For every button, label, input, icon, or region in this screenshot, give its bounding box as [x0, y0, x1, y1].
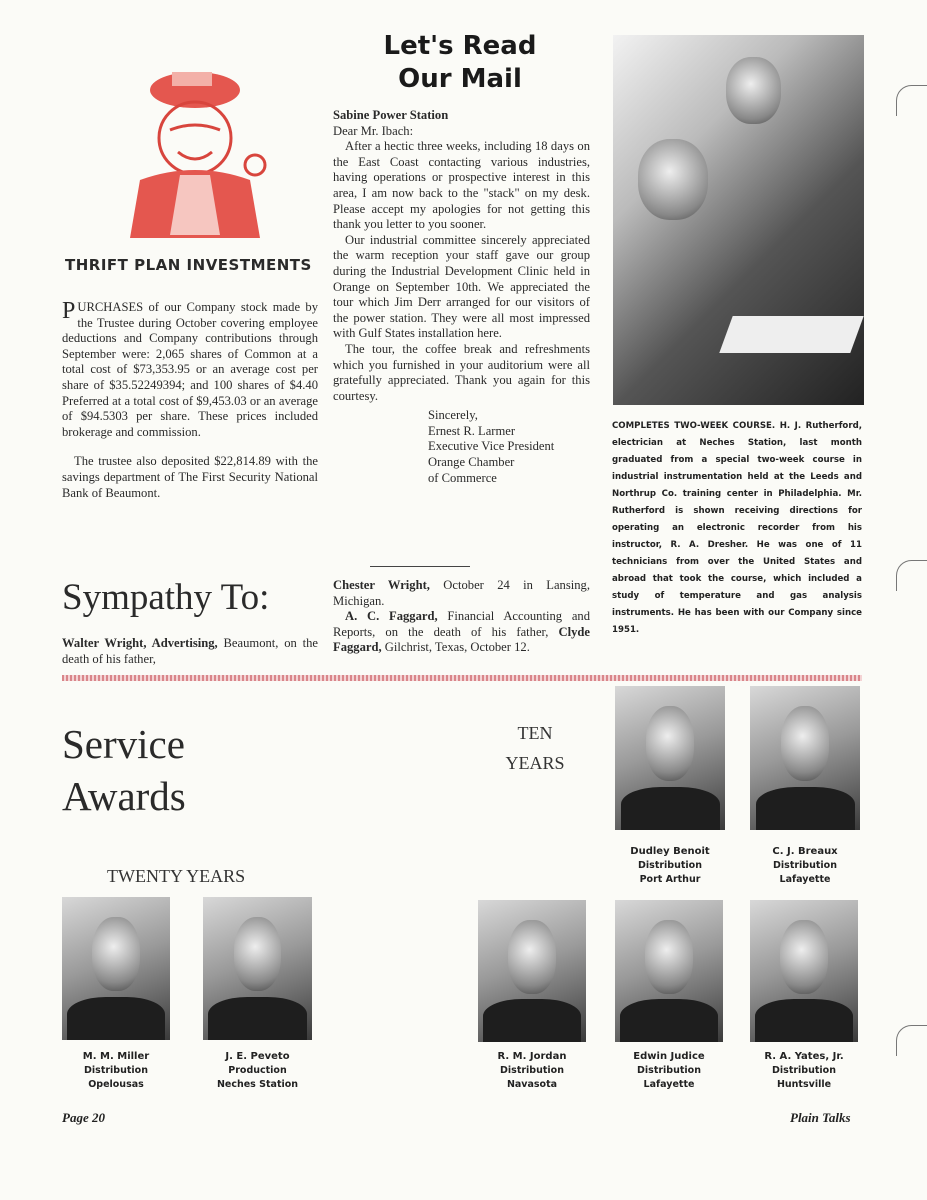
awardee-name: M. M. Miller — [82, 1051, 150, 1062]
awardee-place: Lafayette — [779, 874, 831, 885]
portrait-photo — [615, 900, 723, 1042]
awardee-dept: Distribution — [773, 860, 837, 871]
portrait-photo — [203, 897, 312, 1040]
binder-hole — [896, 85, 927, 116]
person-name: Clyde Faggard, — [333, 624, 590, 655]
sympathy-entry — [62, 636, 318, 667]
section-divider — [62, 675, 862, 681]
letter-paragraph: After a hectic three weeks, including 18 days on the East Coast contacting various industries, having operations or prospective interest in this area, I am now back to the "stack" on my desk. Please accept my apologies for not getting this thank you letter to you sooner. — [333, 139, 590, 232]
mascot-illustration — [120, 60, 270, 238]
awardee-dept: Distribution — [772, 1065, 836, 1076]
awardee-dept: Distribution — [500, 1065, 564, 1076]
salutation: Dear Mr. Ibach: — [333, 123, 414, 138]
awards-heading — [62, 718, 186, 822]
caption-lead: COMPLETES TWO-WEEK COURSE. — [612, 421, 776, 431]
sig-line: Orange Chamber — [428, 455, 515, 470]
person-name: A. C. Faggard, — [345, 609, 438, 624]
awardee-dept: Distribution — [637, 1065, 701, 1076]
awardee-name: J. E. Peveto — [225, 1051, 290, 1062]
portrait-photo — [750, 900, 858, 1042]
sympathy-heading: Sympathy To: — [62, 577, 270, 618]
title-line: Our Mail — [398, 64, 522, 94]
awardee-caption — [740, 1050, 868, 1092]
entry-text: October 24 in Lansing, Michigan. — [333, 578, 590, 608]
awardee-caption — [605, 845, 735, 887]
thrift-paragraph: The trustee also deposited $22,814.89 with the savings department of The First Security National Bank of Beaumont. — [62, 454, 318, 500]
sig-line: Ernest R. Larmer — [428, 423, 516, 438]
awardee-place: Neches Station — [216, 1079, 299, 1090]
entry-text: Gilchrist, Texas, October 12. — [384, 640, 530, 655]
awardee-name: C. J. Breaux — [772, 846, 838, 857]
awardee-place: Opelousas — [88, 1079, 144, 1090]
letter-paragraph: Our industrial committee sincerely appreciated the warm reception your staff gave our group during the Industrial Development Clinic held in Orange on September 10th. We appreciated the tour which Jim Derr arranged for our visitors of the power station. They were all most impressed with Gulf States installation here. — [333, 232, 590, 341]
entry-text: Beaumont, on the death of his father, — [62, 636, 318, 666]
mail-title — [335, 30, 585, 96]
letter-paragraph: The tour, the coffee break and refreshments which you furnished in your auditorium were all gratefully appreciated. Thank you again for this courtesy. — [333, 341, 590, 403]
binder-hole — [896, 1025, 927, 1056]
portrait-photo — [750, 686, 860, 830]
awardee-name: R. A. Yates, Jr. — [764, 1051, 844, 1062]
awardee-dept: Production — [228, 1065, 287, 1076]
awardee-caption — [193, 1050, 322, 1092]
portrait-photo — [615, 686, 725, 830]
sympathy-continued — [333, 578, 590, 656]
heading-line: Service — [62, 721, 185, 767]
letter — [333, 108, 590, 486]
awardee-name: R. M. Jordan — [497, 1051, 567, 1062]
awardee-name: Edwin Judice — [633, 1051, 705, 1062]
thrift-article — [62, 300, 318, 501]
sig-line: of Commerce — [428, 470, 497, 485]
awardee-caption — [52, 1050, 180, 1092]
signature — [428, 408, 590, 486]
feature-photo — [613, 35, 864, 405]
awardee-place: Port Arthur — [639, 874, 701, 885]
sig-line: Sincerely, — [428, 408, 478, 423]
awardee-place: Huntsville — [776, 1079, 832, 1090]
portrait-photo — [478, 900, 586, 1042]
ten-years-label — [490, 718, 580, 778]
awardee-caption — [740, 845, 870, 887]
label-line: TEN — [517, 723, 553, 743]
person-name: Chester Wright, — [333, 578, 430, 592]
person-name: Walter Wright, Advertising, — [62, 636, 218, 650]
drop-cap: P — [62, 298, 76, 324]
thrift-heading: THRIFT PLAN INVESTMENTS — [65, 256, 312, 274]
magazine-name: Plain Talks — [790, 1110, 851, 1125]
twenty-years-label: TWENTY YEARS — [107, 866, 246, 886]
binder-hole — [896, 560, 927, 591]
portrait-photo — [62, 897, 170, 1040]
page-number: Page 20 — [62, 1110, 105, 1125]
photo-caption — [612, 418, 862, 639]
awardee-caption — [468, 1050, 596, 1092]
divider-ornament — [370, 566, 470, 567]
sig-line: Executive Vice President — [428, 439, 555, 454]
thrift-paragraph: URCHASES of our Company stock made by the Trustee during October covering employee deductions and Company contributions through September were: 2,065 shares of Common at a total cost of $73,353.95 or an average cost per share of $35.52249394; and 100 shares of $4.40 Preferred at a total cost of $9,453.03 or an average of $94.5303 per share. These prices included brokerage and commission. — [62, 300, 318, 439]
heading-line: Awards — [62, 773, 186, 819]
awardee-name: Dudley Benoit — [630, 846, 710, 857]
awardee-place: Navasota — [506, 1079, 558, 1090]
awardee-dept: Distribution — [84, 1065, 148, 1076]
awardee-place: Lafayette — [643, 1079, 695, 1090]
entry-text: Financial Accounting and Reports, on the death of his father, — [333, 609, 591, 639]
awardee-dept: Distribution — [638, 860, 702, 871]
title-line: Let's Read — [383, 31, 537, 61]
caption-text: H. J. Rutherford, electrician at Neches Station, last month graduated from a special two-week course in industrial instrumentation held at the Leeds and Northrup Co. training center in Philadelphia. Mr. Rutherford is shown receiving directions for operating an electronic recorder from his instructor, R. A. Dresher. He was one of 11 technicians from over the United States and abroad that took the course, which included a study of temperature and gas analysis instruments. He has been with our Company since 1951. — [612, 421, 862, 635]
letter-from: Sabine Power Station — [333, 108, 449, 122]
label-line: YEARS — [505, 753, 565, 773]
awardee-caption — [605, 1050, 733, 1092]
